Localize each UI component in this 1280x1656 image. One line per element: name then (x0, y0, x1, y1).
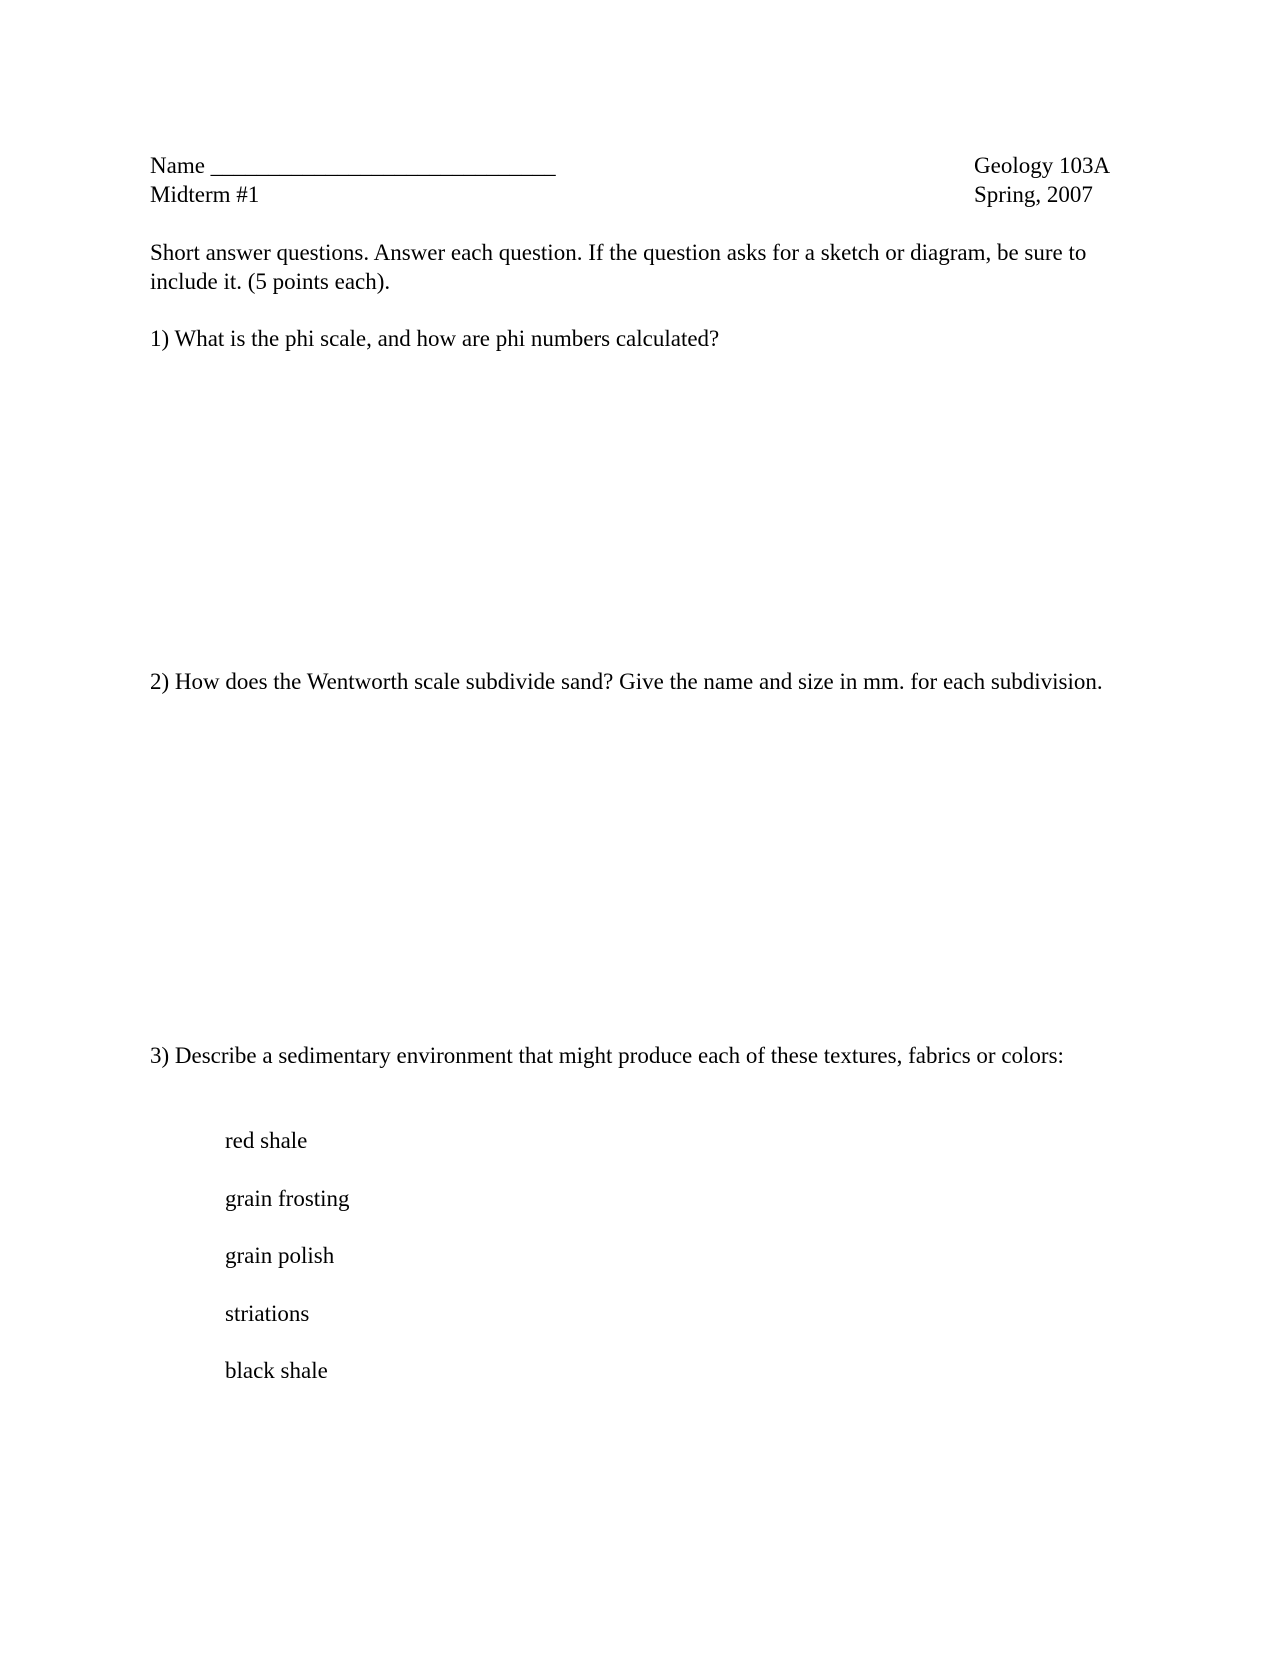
name-line: Name ______________________________ (150, 153, 556, 178)
list-item: grain polish (225, 1243, 335, 1268)
instructions-text: Short answer questions. Answer each question. If the question asks for a sketch or diagram, be sure to include it. (5 points each). (150, 240, 1087, 294)
question-3: 3) Describe a sedimentary environment that might produce each of these textures, fabrics or colors: (150, 1043, 1064, 1068)
exam-title: Midterm #1 (150, 182, 260, 207)
exam-header (150, 151, 1130, 209)
question-1: 1) What is the phi scale, and how are phi numbers calculated? (150, 326, 720, 351)
list-item: grain frosting (225, 1185, 350, 1211)
list-item: red shale (225, 1128, 308, 1153)
header-row-2 (150, 180, 1130, 209)
list-item: striations (225, 1300, 310, 1326)
question-3-items (225, 1126, 825, 1414)
question-2: 2) How does the Wentworth scale subdivide sand? Give the name and size in mm. for each subdivision. (150, 669, 1103, 694)
exam-term: Spring, 2007 (974, 182, 1093, 207)
list-item: black shale (225, 1358, 328, 1383)
header-row-1 (150, 151, 1130, 180)
course-title: Geology 103A (974, 153, 1111, 178)
